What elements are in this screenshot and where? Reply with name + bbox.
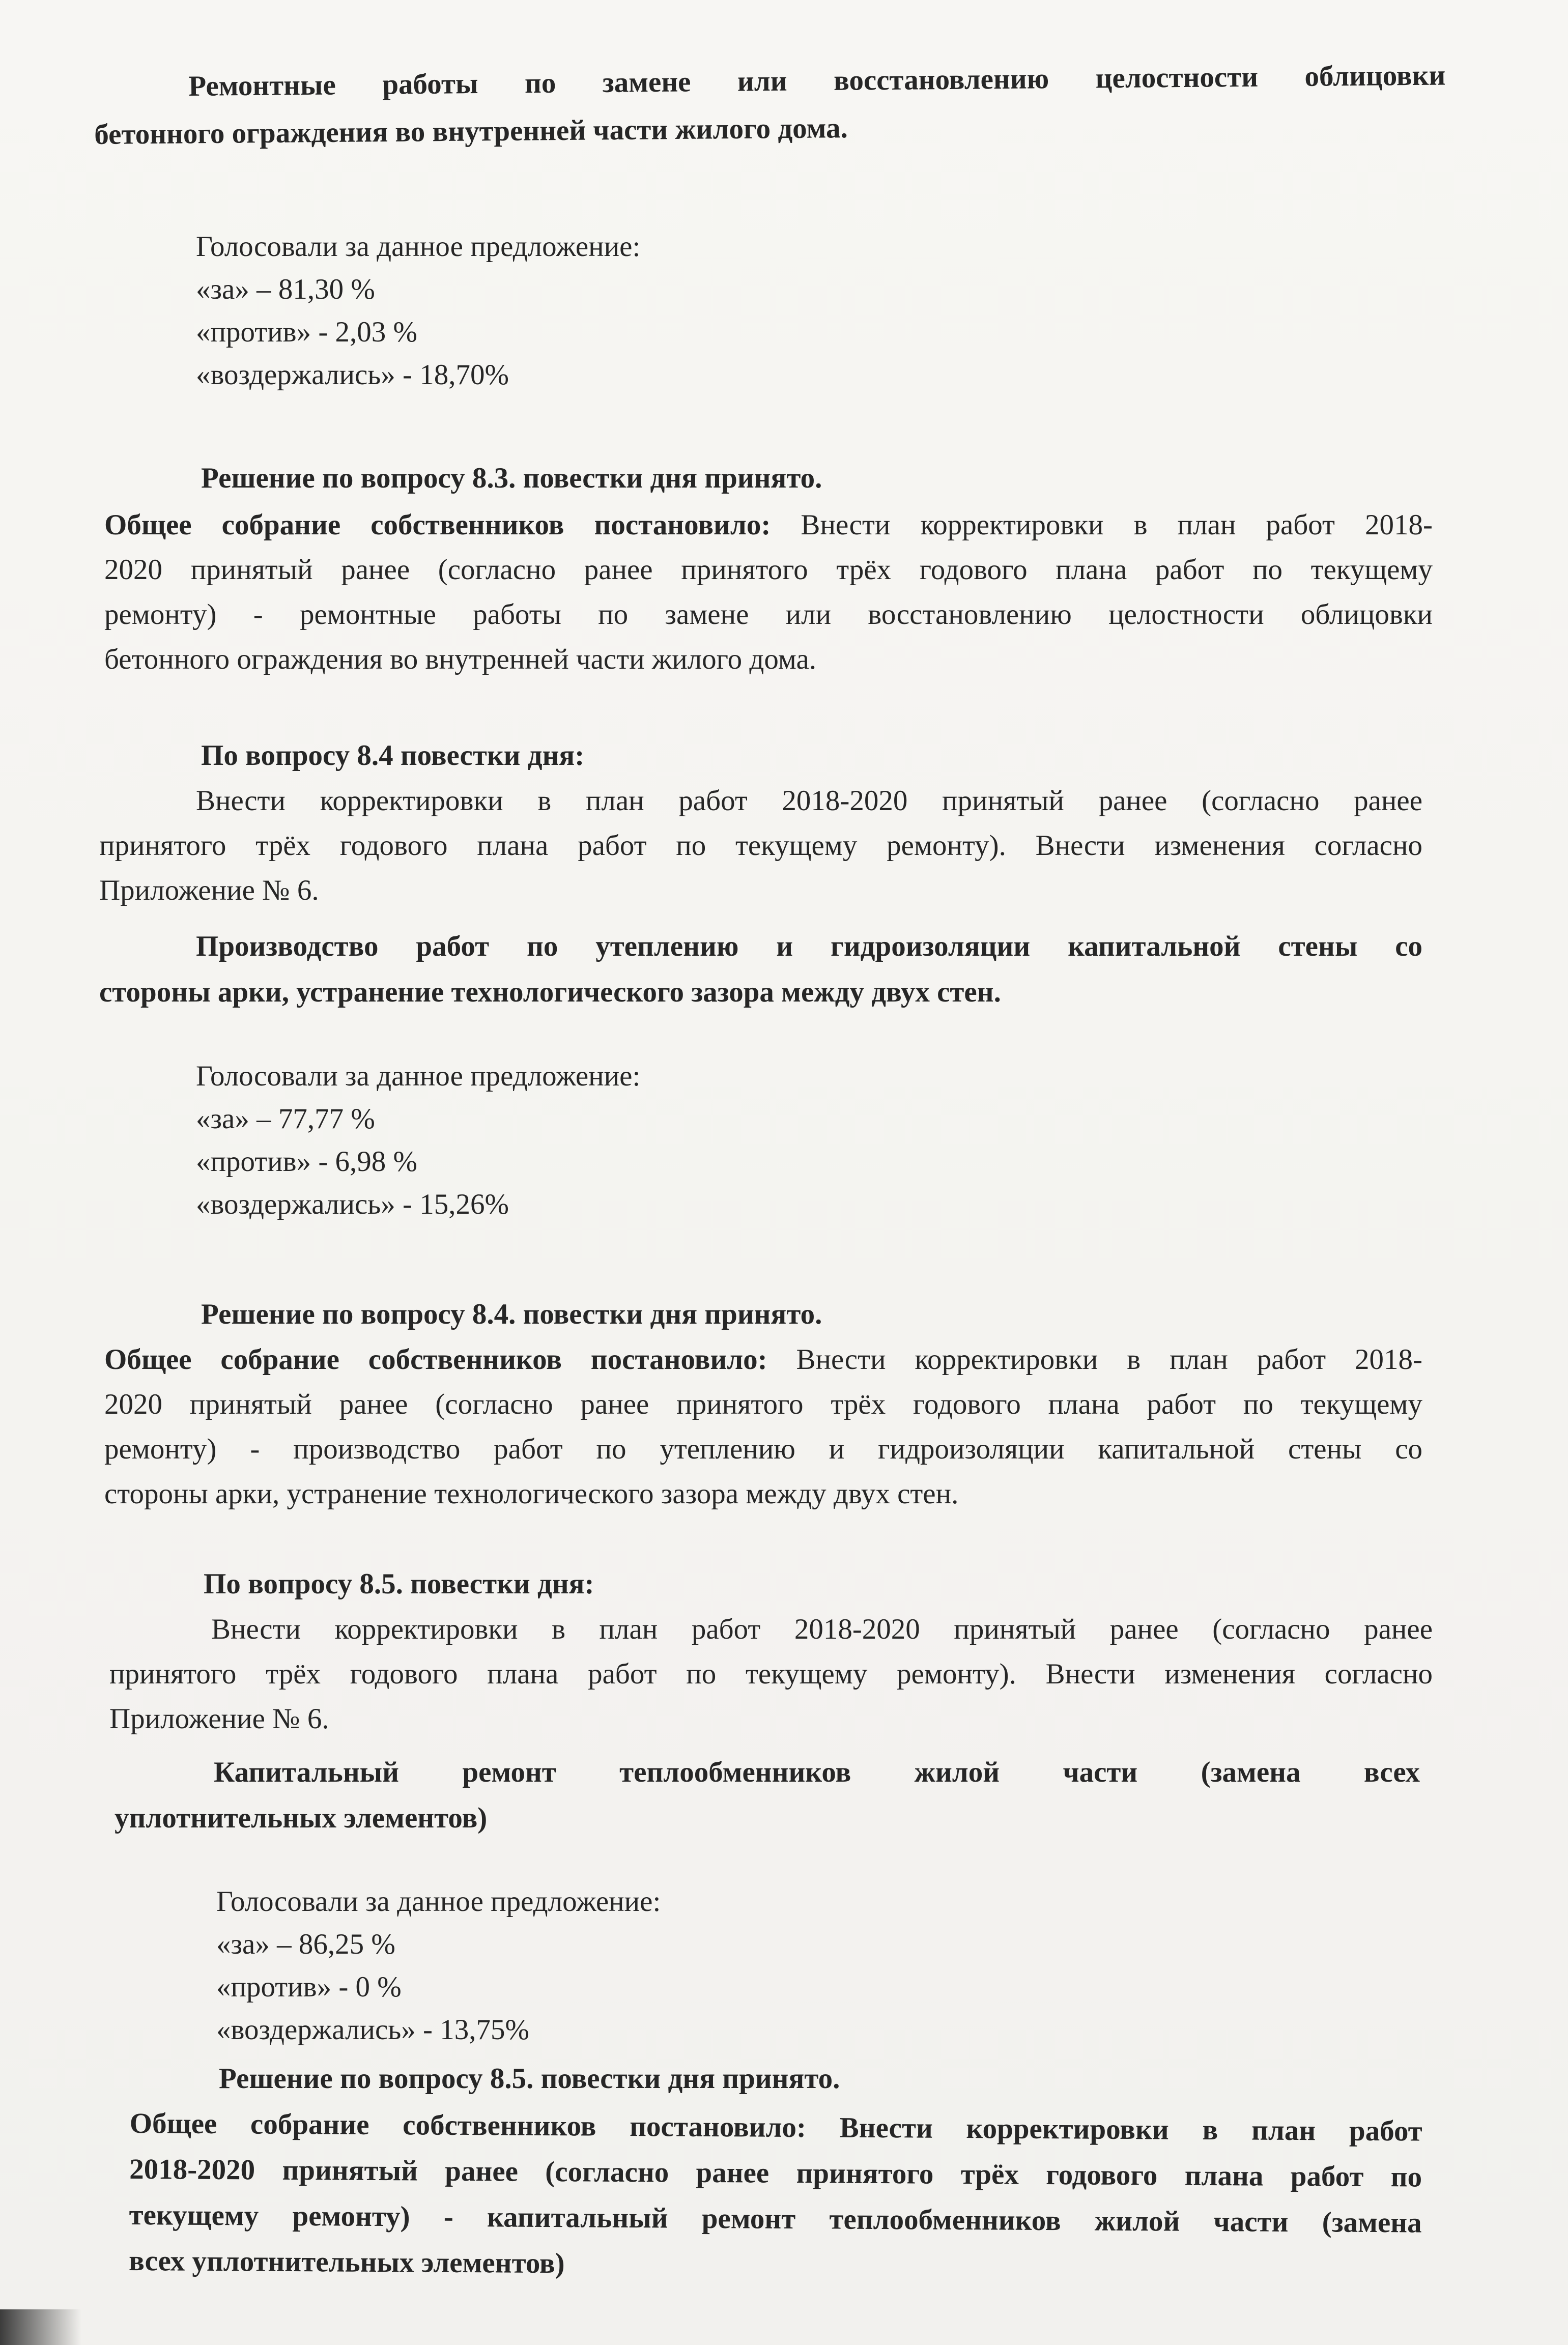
work-heading-8-3 xyxy=(188,52,1446,109)
question-8-4 xyxy=(99,779,1422,913)
decision-8-3 xyxy=(104,503,1433,682)
decision-bold: Общее собрание собственников постановило: xyxy=(104,1343,767,1376)
question-8-4-line1: Внести корректировки в план работ 2018-2020 принятый ранее (согласно ранее xyxy=(196,785,1422,817)
decision-8-3-line4: бетонного ограждения во внутренней части жилого дома. xyxy=(104,643,817,675)
decision-title: Решение по вопросу 8.3. повестки дня принято. xyxy=(201,462,822,494)
question-8-5-line2: принятого трёх годового плана работ по текущему ремонту). Внести изменения согласно xyxy=(109,1658,1433,1690)
vote-for: «за» – 81,30 % xyxy=(196,273,375,305)
work-heading-8-3-line1: Ремонтные работы по замене или восстановлению целостности облицовки xyxy=(188,59,1446,102)
decision-8-4-line4: стороны арки, устранение технологического зазора между двух стен. xyxy=(104,1478,959,1510)
vote-intro: Голосовали за данное предложение: xyxy=(196,1060,641,1092)
decision-8-3-line2: 2020 принятый ранее (согласно ранее принятого трёх годового плана работ по текущему xyxy=(104,554,1433,586)
work-8-5 xyxy=(115,1750,1420,1841)
vote-for: «за» – 86,25 % xyxy=(216,1928,395,1960)
vote-abstain: «воздержались» - 15,26% xyxy=(196,1188,509,1220)
work-8-5-line2: уплотнительных элементов) xyxy=(115,1802,488,1834)
question-title: По вопросу 8.4 повестки дня: xyxy=(201,739,585,771)
vote-against: «против» - 0 % xyxy=(216,1971,402,2003)
vote-block-8-5 xyxy=(216,1880,661,2051)
vote-abstain: «воздержались» - 18,70% xyxy=(196,359,509,391)
question-8-4-line3: Приложение № 6. xyxy=(99,874,319,906)
decision-8-4-line2: 2020 принятый ранее (согласно ранее принятого трёх годового плана работ по текущему xyxy=(104,1388,1422,1420)
decision-text: Внести корректировки в план работ 2018- xyxy=(771,509,1433,541)
decision-title: Решение по вопросу 8.5. повестки дня принято. xyxy=(219,2063,840,2095)
question-title-8-5 xyxy=(204,1561,594,1607)
vote-against: «против» - 6,98 % xyxy=(196,1146,418,1178)
work-8-5-line1: Капитальный ремонт теплообменников жилой части (замена всех xyxy=(214,1756,1420,1788)
decision-8-3-line1 xyxy=(104,503,1433,548)
question-title-8-4 xyxy=(201,733,584,779)
work-8-4-line2: стороны арки, устранение технологического зазора между двух стен. xyxy=(99,976,1001,1008)
vote-intro: Голосовали за данное предложение: xyxy=(216,1885,661,1918)
vote-block-8-3 xyxy=(196,225,640,396)
work-8-4-line1: Производство работ по утеплению и гидроизоляции капитальной стены со xyxy=(196,930,1422,962)
scan-edge-shadow xyxy=(0,2309,81,2345)
vote-against: «против» - 2,03 % xyxy=(196,316,418,348)
decision-text: Внести корректировки в план работ 2018- xyxy=(767,1343,1422,1376)
decision-bold: Общее собрание собственников постановило: xyxy=(104,509,771,541)
decision-8-5-line4: всех уплотнительных элементов) xyxy=(128,2244,565,2280)
decision-8-4-line3: ремонту) - производство работ по утеплению и гидроизоляции капитальной стены со xyxy=(104,1433,1422,1465)
decision-8-5-line1: Общее собрание собственников постановило: Внести корректировки в план работ xyxy=(129,2107,1422,2148)
question-8-4-line2: принятого трёх годового плана работ по текущему ремонту). Внести изменения согласно xyxy=(99,830,1422,862)
decision-8-5 xyxy=(129,2101,1422,2292)
vote-for: «за» – 77,77 % xyxy=(196,1103,375,1135)
vote-block-8-4 xyxy=(196,1055,640,1226)
decision-title-8-4 xyxy=(201,1292,822,1337)
decision-8-3-line3: ремонту) - ремонтные работы по замене или восстановлению целостности облицовки xyxy=(104,598,1433,631)
vote-abstain: «воздержались» - 13,75% xyxy=(216,2014,529,2046)
question-8-5-line3: Приложение № 6. xyxy=(109,1703,329,1735)
decision-title-8-3 xyxy=(201,455,822,501)
decision-8-4-line1 xyxy=(104,1337,1422,1382)
vote-intro: Голосовали за данное предложение: xyxy=(196,231,641,263)
question-8-5-line1: Внести корректировки в план работ 2018-2020 принятый ранее (согласно ранее xyxy=(211,1613,1433,1645)
question-8-5 xyxy=(109,1607,1433,1741)
decision-8-5-line2: 2018-2020 принятый ранее (согласно ранее принятого трёх годового плана работ по xyxy=(129,2153,1422,2193)
work-heading-8-3-line2: бетонного ограждения во внутренней части жилого дома. xyxy=(94,112,848,151)
work-heading-8-3-line2-wrap xyxy=(94,105,848,158)
decision-title: Решение по вопросу 8.4. повестки дня принято. xyxy=(201,1298,822,1330)
question-title: По вопросу 8.5. повестки дня: xyxy=(204,1568,594,1600)
work-8-4 xyxy=(99,924,1422,1015)
decision-8-4 xyxy=(104,1337,1422,1517)
decision-8-5-line3: текущему ремонту) - капитальный ремонт теплообменников жилой части (замена xyxy=(129,2198,1422,2239)
decision-title-8-5 xyxy=(219,2056,840,2102)
